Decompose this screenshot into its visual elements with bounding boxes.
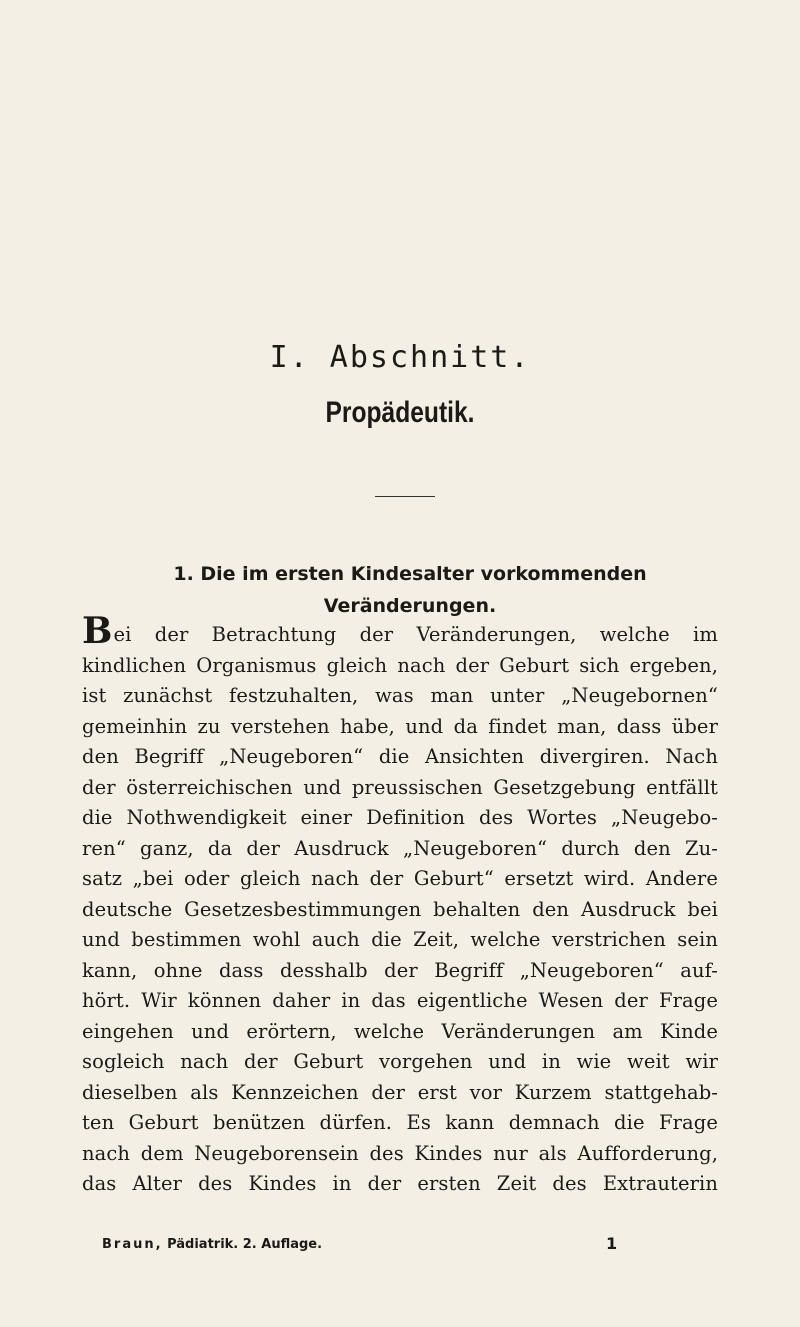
drop-cap: B [82, 610, 113, 652]
text-line: sogleich nach der Geburt vorgehen und in wie weit wir [82, 1050, 718, 1073]
text-line: das Alter des Kindes in der ersten Zeit des Extrauterin [82, 1172, 718, 1195]
text-line: eingehen und erörtern, welche Veränderungen am Kinde [82, 1019, 718, 1043]
chapter-title-line: 1. Die im ersten Kindesalter vorkommenden [173, 563, 647, 585]
text-line: hört. Wir können daher in das eigentliche Wesen der Frage [82, 989, 718, 1012]
text-line-content: ei der Betrachtung der Veränderungen, welche im [113, 623, 718, 646]
subject-title: Propädeutik. [325, 396, 475, 429]
text-line: dieselben als Kennzeichen der erst vor Kurzem stattgehab- [82, 1080, 718, 1104]
text-line: satz „bei oder gleich nach der Geburt“ ersetzt wird. Andere [82, 867, 718, 890]
body-text [82, 610, 718, 1200]
text-line: gemeinhin zu verstehen habe, und da findet man, dass über [82, 714, 718, 738]
chapter-title-line: Veränderungen. [323, 595, 497, 617]
divider-rule [375, 496, 435, 497]
text-line: den Begriff „Neugeboren“ die Ansichten divergiren. Nach [82, 745, 718, 768]
text-line: der österreichischen und preussischen Gesetzgebung entfällt [82, 775, 718, 799]
section-heading: I. Abschnitt. [269, 340, 531, 375]
signature-mark: 1 [606, 1234, 618, 1253]
text-line: ten Geburt benützen dürfen. Es kann demnach die Frage [82, 1111, 718, 1134]
footer-imprint [102, 1237, 642, 1252]
text-line: kindlichen Organismus gleich nach der Geburt sich ergeben, [82, 653, 718, 677]
footer-work: Pädiatrik. 2. Auflage. [167, 1237, 323, 1252]
text-line [82, 610, 718, 652]
text-line: nach dem Neugeborensein des Kindes nur als Aufforderung, [82, 1141, 718, 1165]
chapter-title [110, 558, 710, 622]
text-line: und bestimmen wohl auch die Zeit, welche verstrichen sein [82, 928, 718, 951]
footer-author: Braun, [102, 1237, 163, 1252]
text-line: ren“ ganz, da der Ausdruck „Neugeboren“ durch den Zu- [82, 836, 718, 860]
text-line: ist zunächst festzuhalten, was man unter „Neugebornen“ [82, 684, 718, 707]
text-line: kann, ohne dass desshalb der Begriff „Neugeboren“ auf- [82, 958, 718, 982]
text-line: deutsche Gesetzesbestimmungen behalten den Ausdruck bei [82, 897, 718, 921]
text-line: die Nothwendigkeit einer Definition des Wortes „Neugebo- [82, 806, 718, 829]
